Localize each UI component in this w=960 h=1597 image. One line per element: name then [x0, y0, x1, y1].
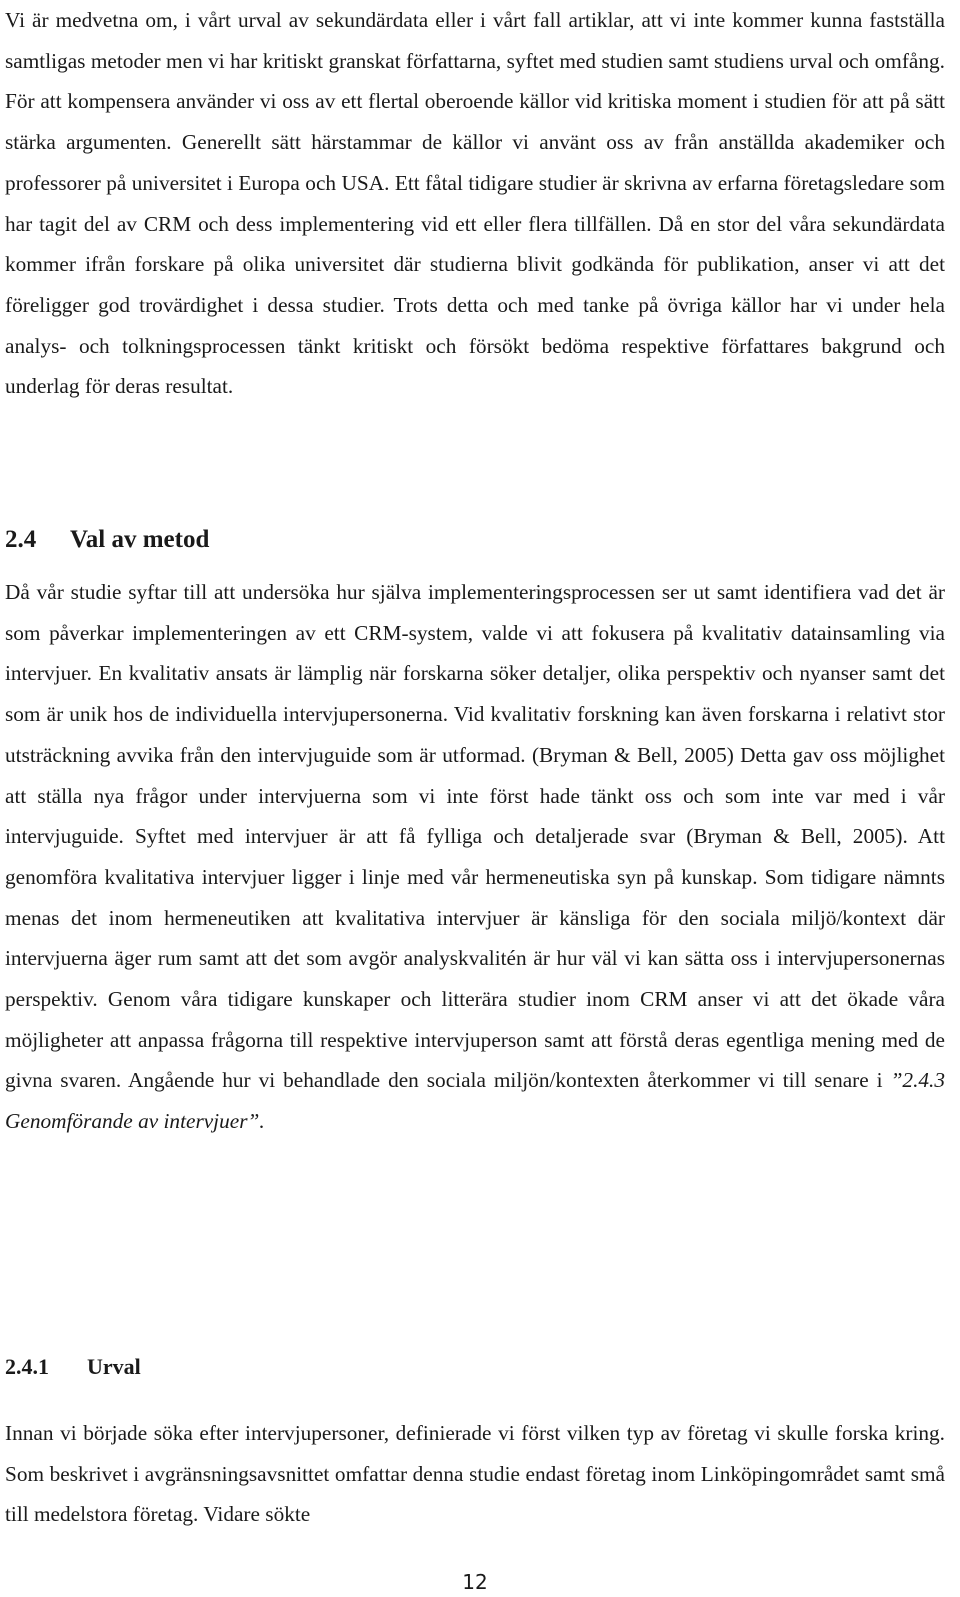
paragraph-choice-of-method [5, 572, 945, 1142]
subsection-number: 2.4.1 [5, 1354, 49, 1379]
section-heading-2-4-1 [5, 1347, 141, 1387]
paragraph-text: Då vår studie syftar till att undersöka hur själva implementeringsprocessen ser ut samt identifiera vad det är som påverkar implementeringen av ett CRM-system, valde vi att fokusera på kvalitativ datainsamling via intervjuer. En kvalitativ ansats är lämplig när forskarna söker detaljer, olika perspektiv och nyanser samt det som är unik hos de individuella intervjupersonerna. Vid kvalitativ forskning kan även forskarna i relativt stor utsträckning avvika från den intervjuguide som är utformad. (Bryman & Bell, 2005) Detta gav oss möjlighet att ställa nya frågor under intervjuerna som vi inte först hade tänkt oss och som inte var med i vår intervjuguide. Syftet med intervjuer är att få fylliga och detaljerade svar (Bryman & Bell, 2005). Att genomföra kvalitativa intervjuer ligger i linje med vår hermeneutiska syn på kunskap. Som tidigare nämnts menas det inom hermeneutiken att kvalitativa intervjuer är känsliga för den sociala miljö/kontext där intervjuerna äger rum samt att det som avgör analyskvalitén är hur väl vi kan sätta oss i intervjupersonernas perspektiv. Genom våra tidigare kunskaper och litterära studier inom CRM anser vi att det ökade våra möjligheter att anpassa frågorna till respektive intervjuperson samt att förstå deras egentliga mening med de givna svaren. Angående hur vi behandlade den sociala miljön/kontexten återkommer vi till senare i [5, 580, 945, 1093]
section-heading-2-4 [5, 520, 209, 560]
cross-reference: ”2.4.3 Genomförande av intervjuer”. [5, 1068, 946, 1134]
subsection-title: Urval [87, 1354, 141, 1379]
page-number: 12 [462, 1570, 488, 1594]
section-number: 2.4 [5, 526, 37, 553]
paragraph-selection: Innan vi började söka efter intervjupersoner, definierade vi först vilken typ av företag vi skulle forska kring. Som beskrivet i avgränsningsavsnittet omfattar denna studie endast företag inom Linköpingområdet samt små till medelstora företag. Vidare sökte [5, 1421, 945, 1527]
paragraph-source-criticism: Vi är medvetna om, i vårt urval av sekundärdata eller i vårt fall artiklar, att vi inte kommer kunna fastställa samtligas metoder men vi har kritiskt granskat författarna, syftet med studien samt studiens urval och omfång. För att kompensera använder vi oss av ett flertal oberoende källor vid kritiska moment i studien för att på sätt stärka argumenten. Generellt sätt härstammar de källor vi använt oss av från anställda akademiker och professorer på universitet i Europa och USA. Ett fåtal tidigare studier är skrivna av erfarna företagsledare som har tagit del av CRM och dess implementering vid ett eller flera tillfällen. Då en stor del våra sekundärdata kommer ifrån forskare på olika universitet där studierna blivit godkända för publikation, anser vi att det föreligger god trovärdighet i dessa studier. Trots detta och med tanke på övriga källor har vi under hela analys- och tolkningsprocessen tänkt kritiskt och försökt bedöma respektive författares bakgrund och underlag för deras resultat. [5, 8, 945, 399]
section-title: Val av metod [70, 526, 210, 553]
